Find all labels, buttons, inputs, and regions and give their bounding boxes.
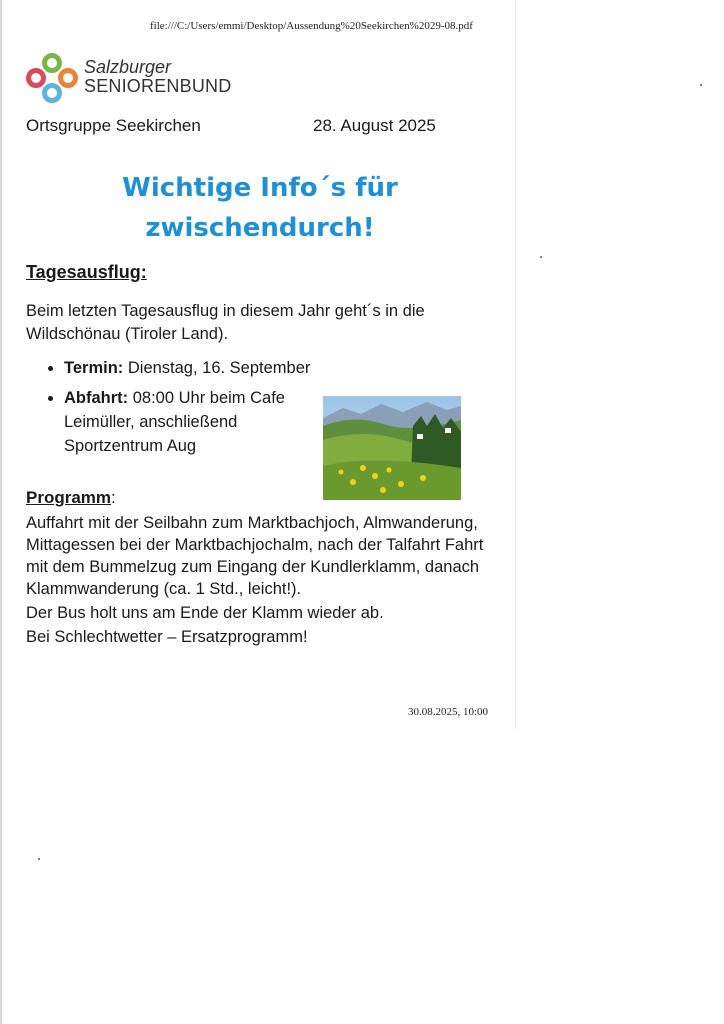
scan-speck [540, 256, 542, 258]
detail-text: Dienstag, 16. September [123, 359, 311, 377]
program-paragraph: Auffahrt mit der Seilbahn zum Marktbachjoch, Almwanderung, Mittagessen bei der Marktbachjochalm, nach der Talfahrt Fahrt mit dem Bummelzug zum Eingang der Kundlerklamm, danach Klammwanderung (ca. 1 Std., leicht!). [26, 514, 484, 598]
detail-label: Abfahrt: [64, 389, 129, 407]
program-heading-line [26, 488, 116, 508]
program-paragraph: Der Bus holt uns am Ende der Klamm wieder ab. [26, 604, 384, 622]
headline-line-1: Wichtige Info´s für [122, 173, 398, 203]
trip-intro: Beim letzten Tagesausflug in diesem Jahr geht´s in die Wildschönau (Tiroler Land). [26, 302, 425, 343]
headline [70, 168, 450, 248]
print-timestamp: 30.08.2025, 10:00 [408, 706, 489, 718]
list-item [64, 356, 334, 380]
rings-logo-icon [24, 52, 80, 104]
trip-heading: Tagesausflug: [26, 262, 147, 282]
detail-text: 08:00 Uhr beim Cafe Leimüller, anschließend Sportzentrum Aug [64, 389, 285, 455]
program-heading-colon: : [111, 488, 116, 507]
scan-sheet-edge [515, 0, 516, 730]
scan-speck [38, 858, 40, 860]
brand-line-1: Salzburger [84, 57, 172, 77]
scan-speck [700, 84, 702, 86]
list-item [64, 386, 334, 458]
group-name: Ortsgruppe Seekirchen [26, 116, 201, 135]
trip-details [44, 356, 334, 464]
brand-name [84, 58, 231, 96]
program-heading: Programm [26, 488, 112, 507]
brand-line-2: SENIORENBUND [84, 75, 232, 96]
detail-label: Termin: [64, 359, 124, 377]
program-paragraph: Bei Schlechtwetter – Ersatzprogramm! [26, 628, 308, 646]
headline-line-2: zwischendurch! [145, 213, 375, 243]
document-date: 28. August 2025 [313, 116, 436, 135]
program-text [26, 512, 506, 650]
landscape-photo [323, 396, 461, 500]
scan-left-edge [0, 0, 2, 1024]
file-path: file:///C:/Users/emmi/Desktop/Aussendung%20Seekirchen%2029-08.pdf [150, 20, 473, 32]
